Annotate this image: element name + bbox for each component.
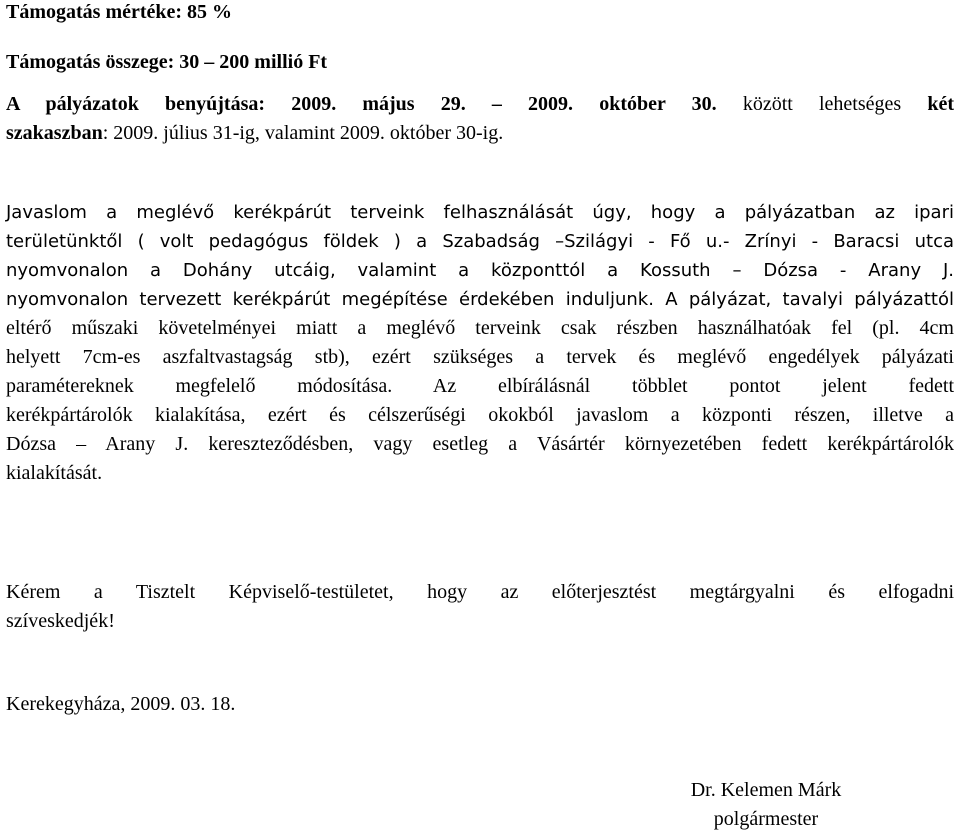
place-date: Kerekegyháza, 2009. 03. 18. <box>6 693 236 715</box>
proposal-line: eltérő műszaki követelményei miatt a meglévő terveink csak részben használhatóak fel (pl. 4cm <box>6 317 954 339</box>
support-rate-text: Támogatás mértéke: 85 % <box>6 1 233 23</box>
proposal-line: Dózsa – Arany J. kereszteződésben, vagy esetleg a Vásártér környezetében fedett kerékpártárolók <box>6 433 954 455</box>
submission-two: két <box>927 93 955 115</box>
submission-line-1 <box>6 90 954 119</box>
submission-range: 2009. május 29. – 2009. október 30. <box>291 93 717 115</box>
proposal-line: nyomvonalon tervezett kerékpárút megépítése érdekében induljunk. A pályázat, tavalyi pályázattól <box>6 289 954 310</box>
submission-deadlines: 2009. július 31-ig, valamint 2009. október 30-ig. <box>113 122 504 144</box>
signature-name: Dr. Kelemen Márk <box>690 779 842 801</box>
support-amount <box>6 48 954 77</box>
proposal-line: helyett 7cm-es aszfaltvastagság stb), ezért szükséges a tervek és meglévő engedélyek pályázati <box>6 346 954 368</box>
submission-line-2 <box>6 119 954 148</box>
signature-block <box>672 776 860 834</box>
support-amount-text: Támogatás összege: 30 – 200 millió Ft <box>6 51 328 73</box>
support-rate <box>6 0 954 27</box>
proposal-line: kerékpártárolók kialakítása, ezért és célszerűségi okokból javaslom a központi részen, illetve a <box>6 404 954 426</box>
proposal-line: paramétereknek megfelelő módosítása. Az elbírálásnál többlet pontot jelent fedett <box>6 375 954 397</box>
request-paragraph <box>6 578 954 636</box>
proposal-line: Javaslom a meglévő kerékpárút terveink felhasználását úgy, hogy a pályázatban az ipari <box>6 202 954 223</box>
request-line-2: szíveskedjék! <box>6 610 115 632</box>
submission-label: A pályázatok benyújtása: <box>6 93 266 115</box>
submission-paragraph <box>6 90 954 148</box>
proposal-paragraph <box>6 198 954 488</box>
submission-phases: szakaszban <box>6 122 103 144</box>
request-line-1: Kérem a Tisztelt Képviselő-testületet, hogy az előterjesztést megtárgyalni és elfogadni <box>6 581 954 603</box>
proposal-line: kialakítását. <box>6 462 103 484</box>
submission-colon: : <box>102 122 109 144</box>
proposal-line: nyomvonalon a Dohány utcáig, valamint a központtól a Kossuth – Dózsa - Arany J. <box>6 260 954 281</box>
signature-title: polgármester <box>713 808 819 830</box>
submission-mid: között lehetséges <box>742 93 902 115</box>
proposal-line: területünktől ( volt pedagógus földek ) a Szabadság –Szilágyi - Fő u.- Zrínyi - Baracsi utca <box>6 231 954 252</box>
